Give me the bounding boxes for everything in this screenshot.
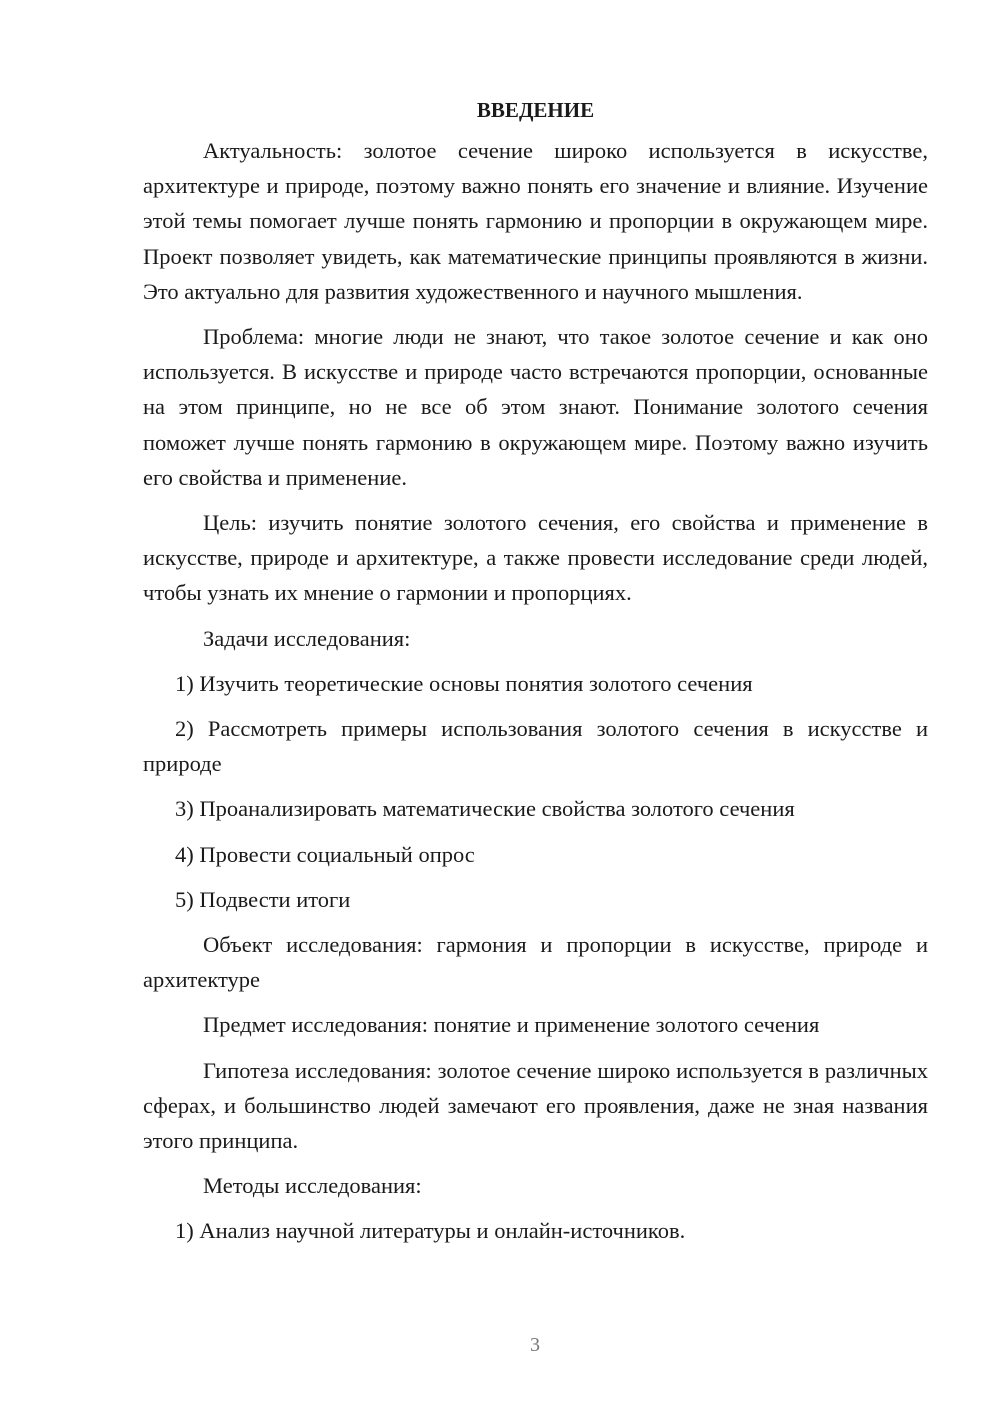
methods-heading: Методы исследования: xyxy=(203,1173,422,1199)
page-number: 3 xyxy=(530,1334,540,1356)
method-item-1: 1) Анализ научной литературы и онлайн-источников. xyxy=(175,1218,686,1244)
task-item-2: 2) Рассмотреть примеры использования золотого сечения в искусстве и природе xyxy=(143,716,928,777)
task-item-4: 4) Провести социальный опрос xyxy=(175,841,475,867)
task-item-1: 1) Изучить теоретические основы понятия золотого сечения xyxy=(175,670,753,696)
tasks-heading: Задачи исследования: xyxy=(203,625,411,651)
task-item-5: 5) Подвести итоги xyxy=(175,886,351,912)
goal-paragraph: Цель: изучить понятие золотого сечения, его свойства и применение в искусстве, природе и архитектуре, а также провести исследование среди людей, чтобы узнать их мнение о гармонии и пропорциях. xyxy=(143,510,928,606)
page-title: ВВЕДЕНИЕ xyxy=(476,98,595,122)
subject-paragraph: Предмет исследования: понятие и применение золотого сечения xyxy=(203,1012,820,1038)
object-paragraph: Объект исследования: гармония и пропорции в искусстве, природе и архитектуре xyxy=(143,932,928,993)
hypothesis-paragraph: Гипотеза исследования: золотое сечение широко используется в различных сферах, и большинство людей замечают его проявления, даже не зная названия этого принципа. xyxy=(143,1057,928,1154)
problem-paragraph: Проблема: многие люди не знают, что такое золотое сечение и как оно используется. В искусстве и природе часто встречаются пропорции, основанные на этом принципе, но не все об этом знают. Понимание золотого сечения поможет лучше понять гармонию в окружающем мире. Поэтому важно изучить его свойства и применение. xyxy=(143,324,928,490)
task-item-3: 3) Проанализировать математические свойства золотого сечения xyxy=(175,796,795,822)
relevance-paragraph: Актуальность: золотое сечение широко используется в искусстве, архитектуре и природе, поэтому важно понять его значение и влияние. Изучение этой темы помогает лучше понять гармонию и пропорции в окружающем мире. Проект позволяет увидеть, как математические принципы проявляются в жизни. Это актуально для развития художественного и научного мышления. xyxy=(143,138,928,304)
